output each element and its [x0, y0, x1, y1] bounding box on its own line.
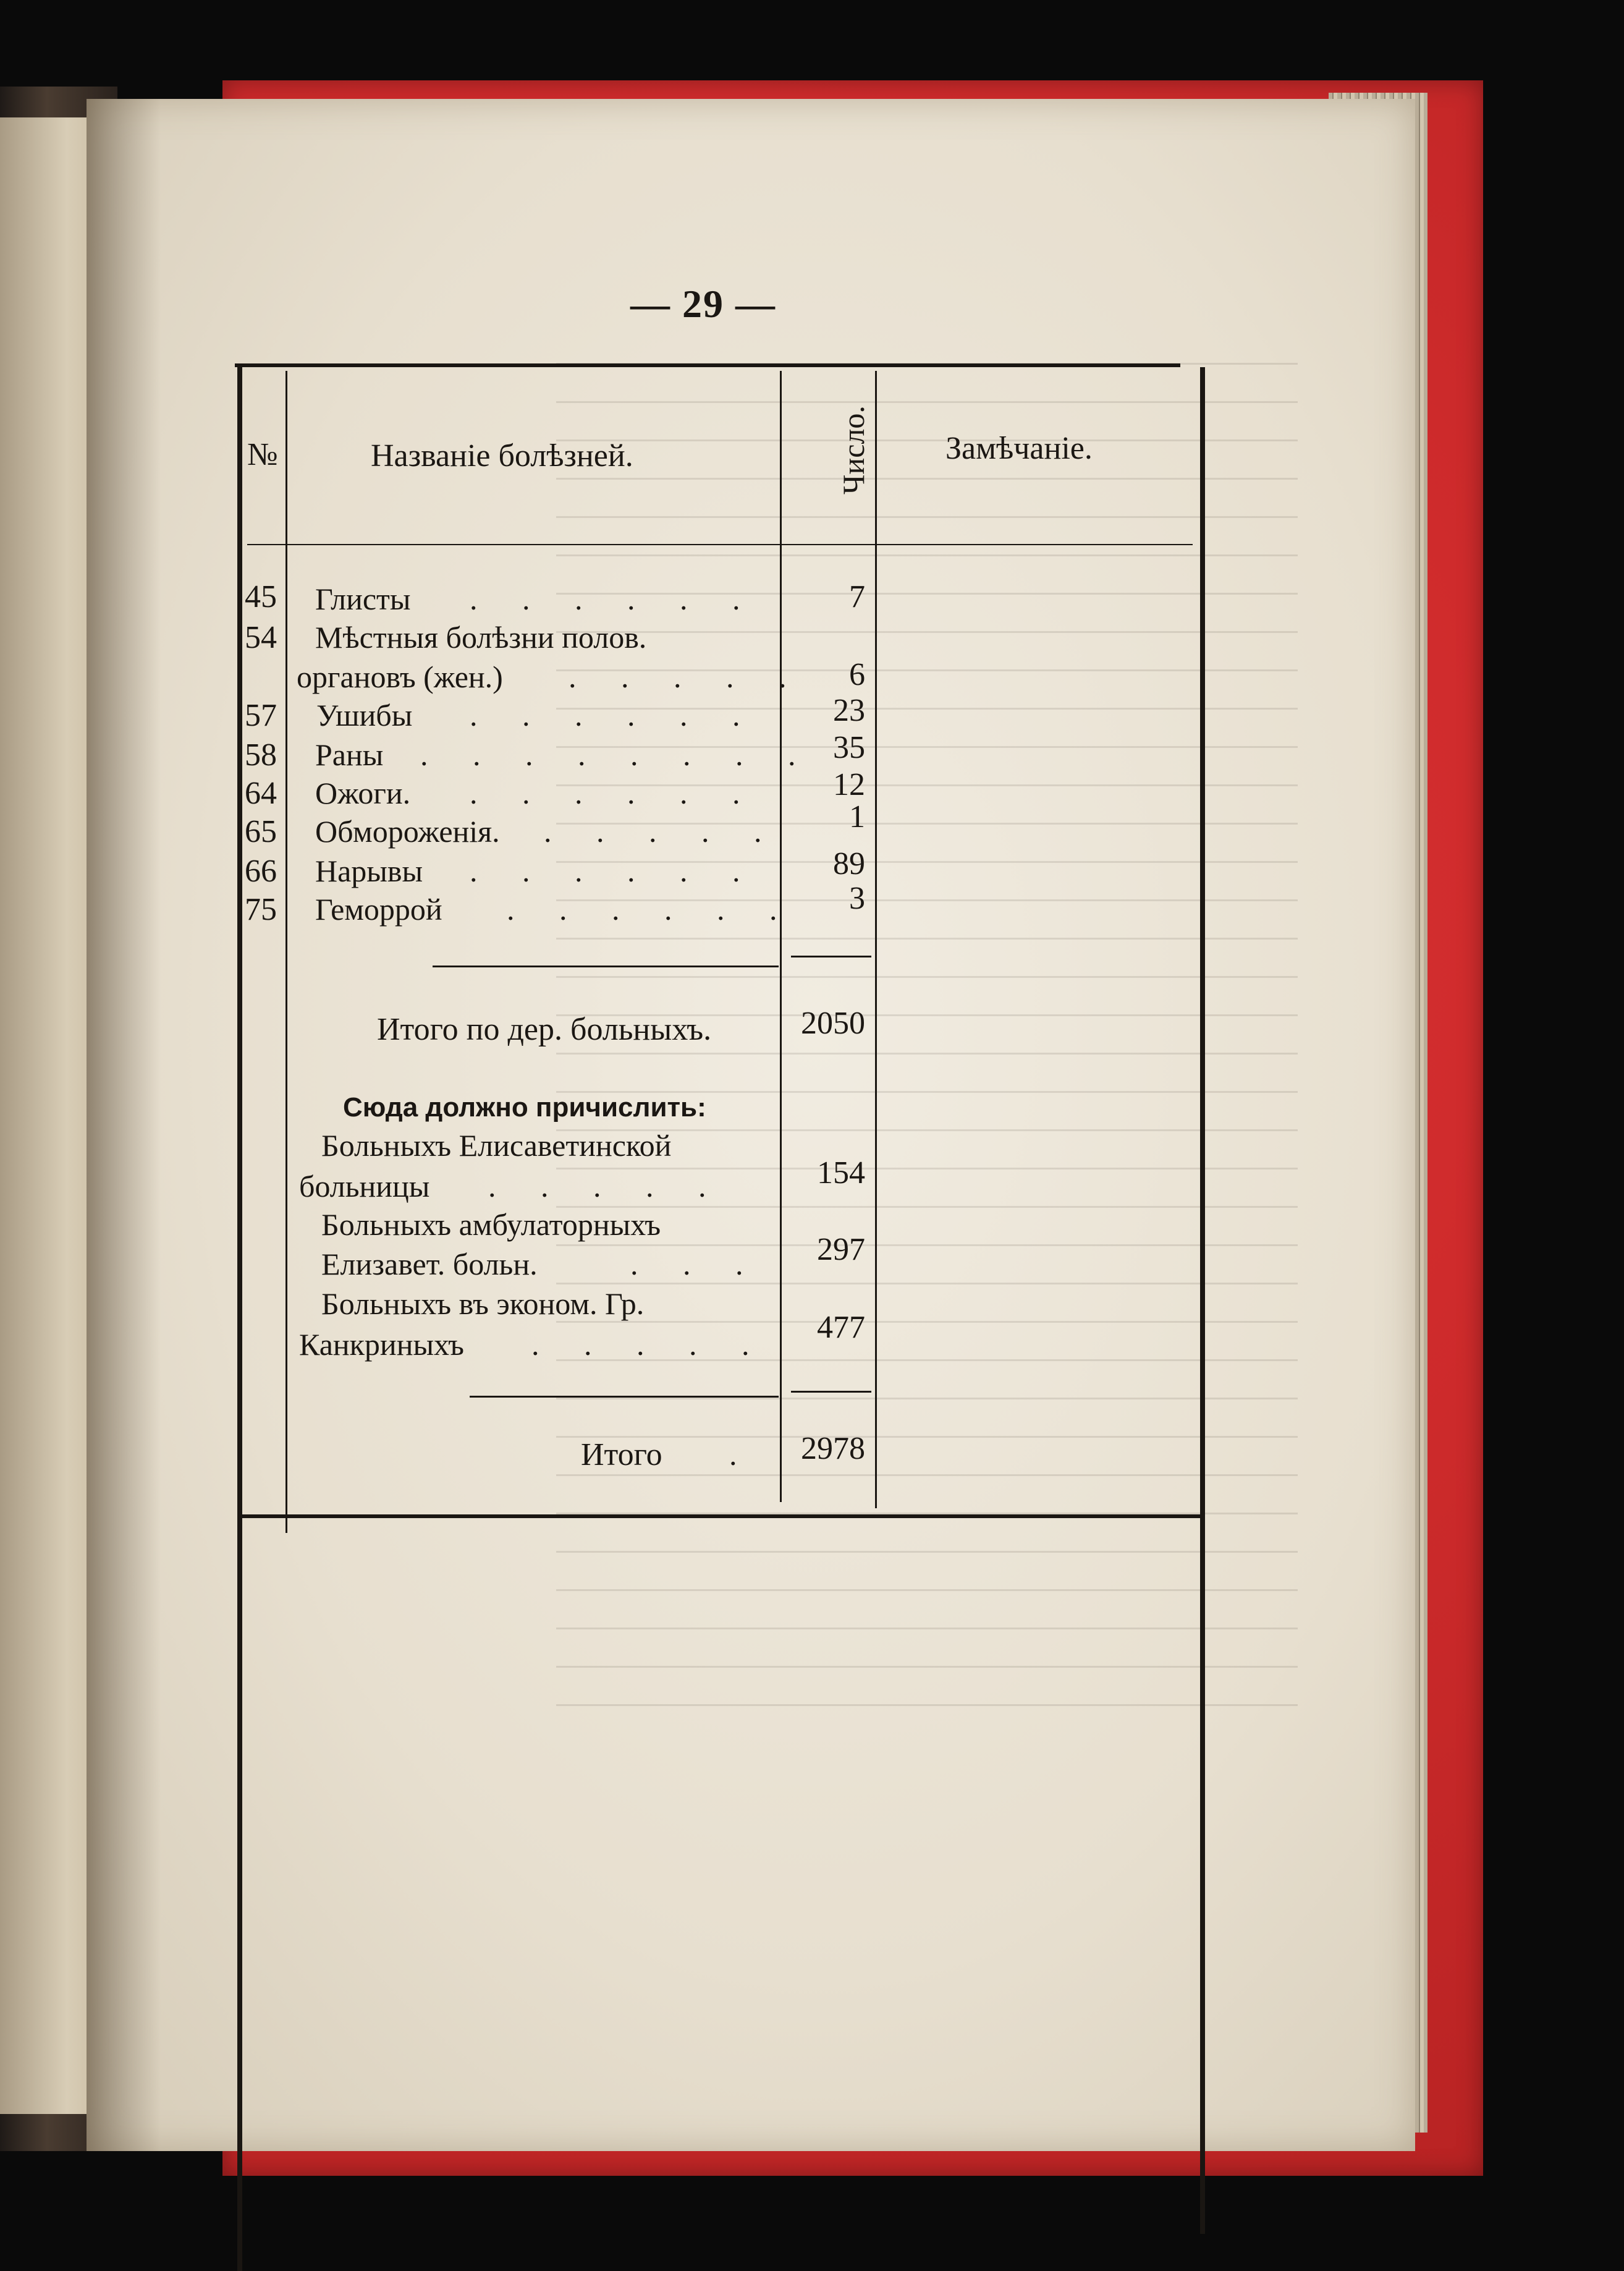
- header-bottom-rule: [247, 544, 1193, 545]
- row-count: 1: [849, 799, 865, 834]
- addition-leader-dots: . . . . .: [531, 1327, 768, 1362]
- total-rule: [470, 1396, 779, 1398]
- total-rule-count: [791, 1391, 871, 1393]
- page-number: — 29 —: [630, 282, 776, 326]
- row-disease-name: Раны: [315, 737, 384, 772]
- column-divider-count: [875, 371, 877, 1508]
- row-count: 23: [833, 693, 865, 728]
- header-count: Число.: [836, 405, 871, 495]
- row-disease-name: Мѣстныя болѣзни полов.: [315, 620, 647, 655]
- table-left-border: [237, 367, 242, 2271]
- row-disease-name: Ожоги.: [315, 776, 411, 810]
- row-number: 66: [245, 854, 277, 889]
- row-leader-dots: . . . . . . . .: [420, 737, 814, 772]
- subtotal-rule: [433, 966, 779, 967]
- addition-leader-dots: . . .: [630, 1247, 762, 1281]
- subtotal-label: Итого по дер. больныхъ.: [377, 1012, 712, 1047]
- row-leader-dots: . . . . . .: [470, 854, 759, 888]
- total-leader-dots: .: [729, 1437, 756, 1472]
- subtotal-value: 2050: [801, 1006, 865, 1041]
- header-no: №: [247, 437, 278, 472]
- table-bottom-rule: [241, 1514, 1205, 1518]
- row-count: 6: [849, 657, 865, 692]
- row-disease-name: Нарывы: [315, 854, 423, 888]
- row-leader-dots: . . . . . .: [507, 892, 796, 927]
- row-number: 45: [245, 579, 277, 614]
- header-remarks: Замѣчаніе.: [945, 431, 1093, 466]
- row-number: 58: [245, 737, 277, 773]
- row-number: 57: [245, 698, 277, 733]
- row-leader-dots: . . . . . .: [470, 582, 759, 616]
- row-count: 7: [849, 579, 865, 614]
- addition-line: больницы: [299, 1169, 430, 1203]
- row-number: 75: [245, 892, 277, 927]
- row-leader-dots: . . . . .: [569, 660, 805, 694]
- header-disease-name: Названіе болѣзней.: [371, 438, 633, 473]
- addition-leader-dots: . . . . .: [488, 1169, 725, 1203]
- row-count: 89: [833, 846, 865, 881]
- addition-line: Больныхъ амбулаторныхъ: [321, 1207, 661, 1242]
- row-leader-dots: . . . . . .: [470, 776, 759, 810]
- addition-line: Елизавет. больн.: [321, 1247, 538, 1281]
- table-top-rule: [235, 363, 1180, 367]
- row-number: 54: [245, 620, 277, 655]
- row-disease-name: Обмороженія.: [315, 814, 500, 849]
- row-count: 35: [833, 730, 865, 765]
- row-disease-name: Ушибы: [316, 698, 413, 732]
- addition-value: 477: [817, 1310, 865, 1345]
- subtotal-rule-count: [791, 956, 871, 957]
- row-count: 3: [849, 881, 865, 916]
- row-leader-dots: . . . . . .: [470, 698, 759, 732]
- addition-value: 297: [817, 1232, 865, 1267]
- row-leader-dots: . . . . .: [544, 814, 780, 849]
- column-divider-no: [285, 371, 287, 1533]
- addition-value: 154: [817, 1155, 865, 1191]
- total-label: Итого: [581, 1437, 662, 1472]
- row-number: 64: [245, 776, 277, 811]
- addition-line: Больныхъ въ эконом. Гр.: [321, 1286, 645, 1321]
- row-count: 12: [833, 767, 865, 802]
- row-disease-name: Глисты: [315, 582, 411, 616]
- table-right-border: [1200, 367, 1205, 2234]
- total-value: 2978: [801, 1431, 865, 1466]
- addition-heading: Сюда должно причислить:: [343, 1092, 706, 1123]
- gutter-shadow: [87, 99, 161, 2151]
- row-disease-name: органовъ (жен.): [297, 660, 503, 694]
- row-disease-name: Геморрой: [315, 892, 442, 927]
- row-number: 65: [245, 814, 277, 849]
- addition-line: Канкриныхъ: [299, 1327, 464, 1362]
- addition-line: Больныхъ Елисаветинской: [321, 1128, 672, 1163]
